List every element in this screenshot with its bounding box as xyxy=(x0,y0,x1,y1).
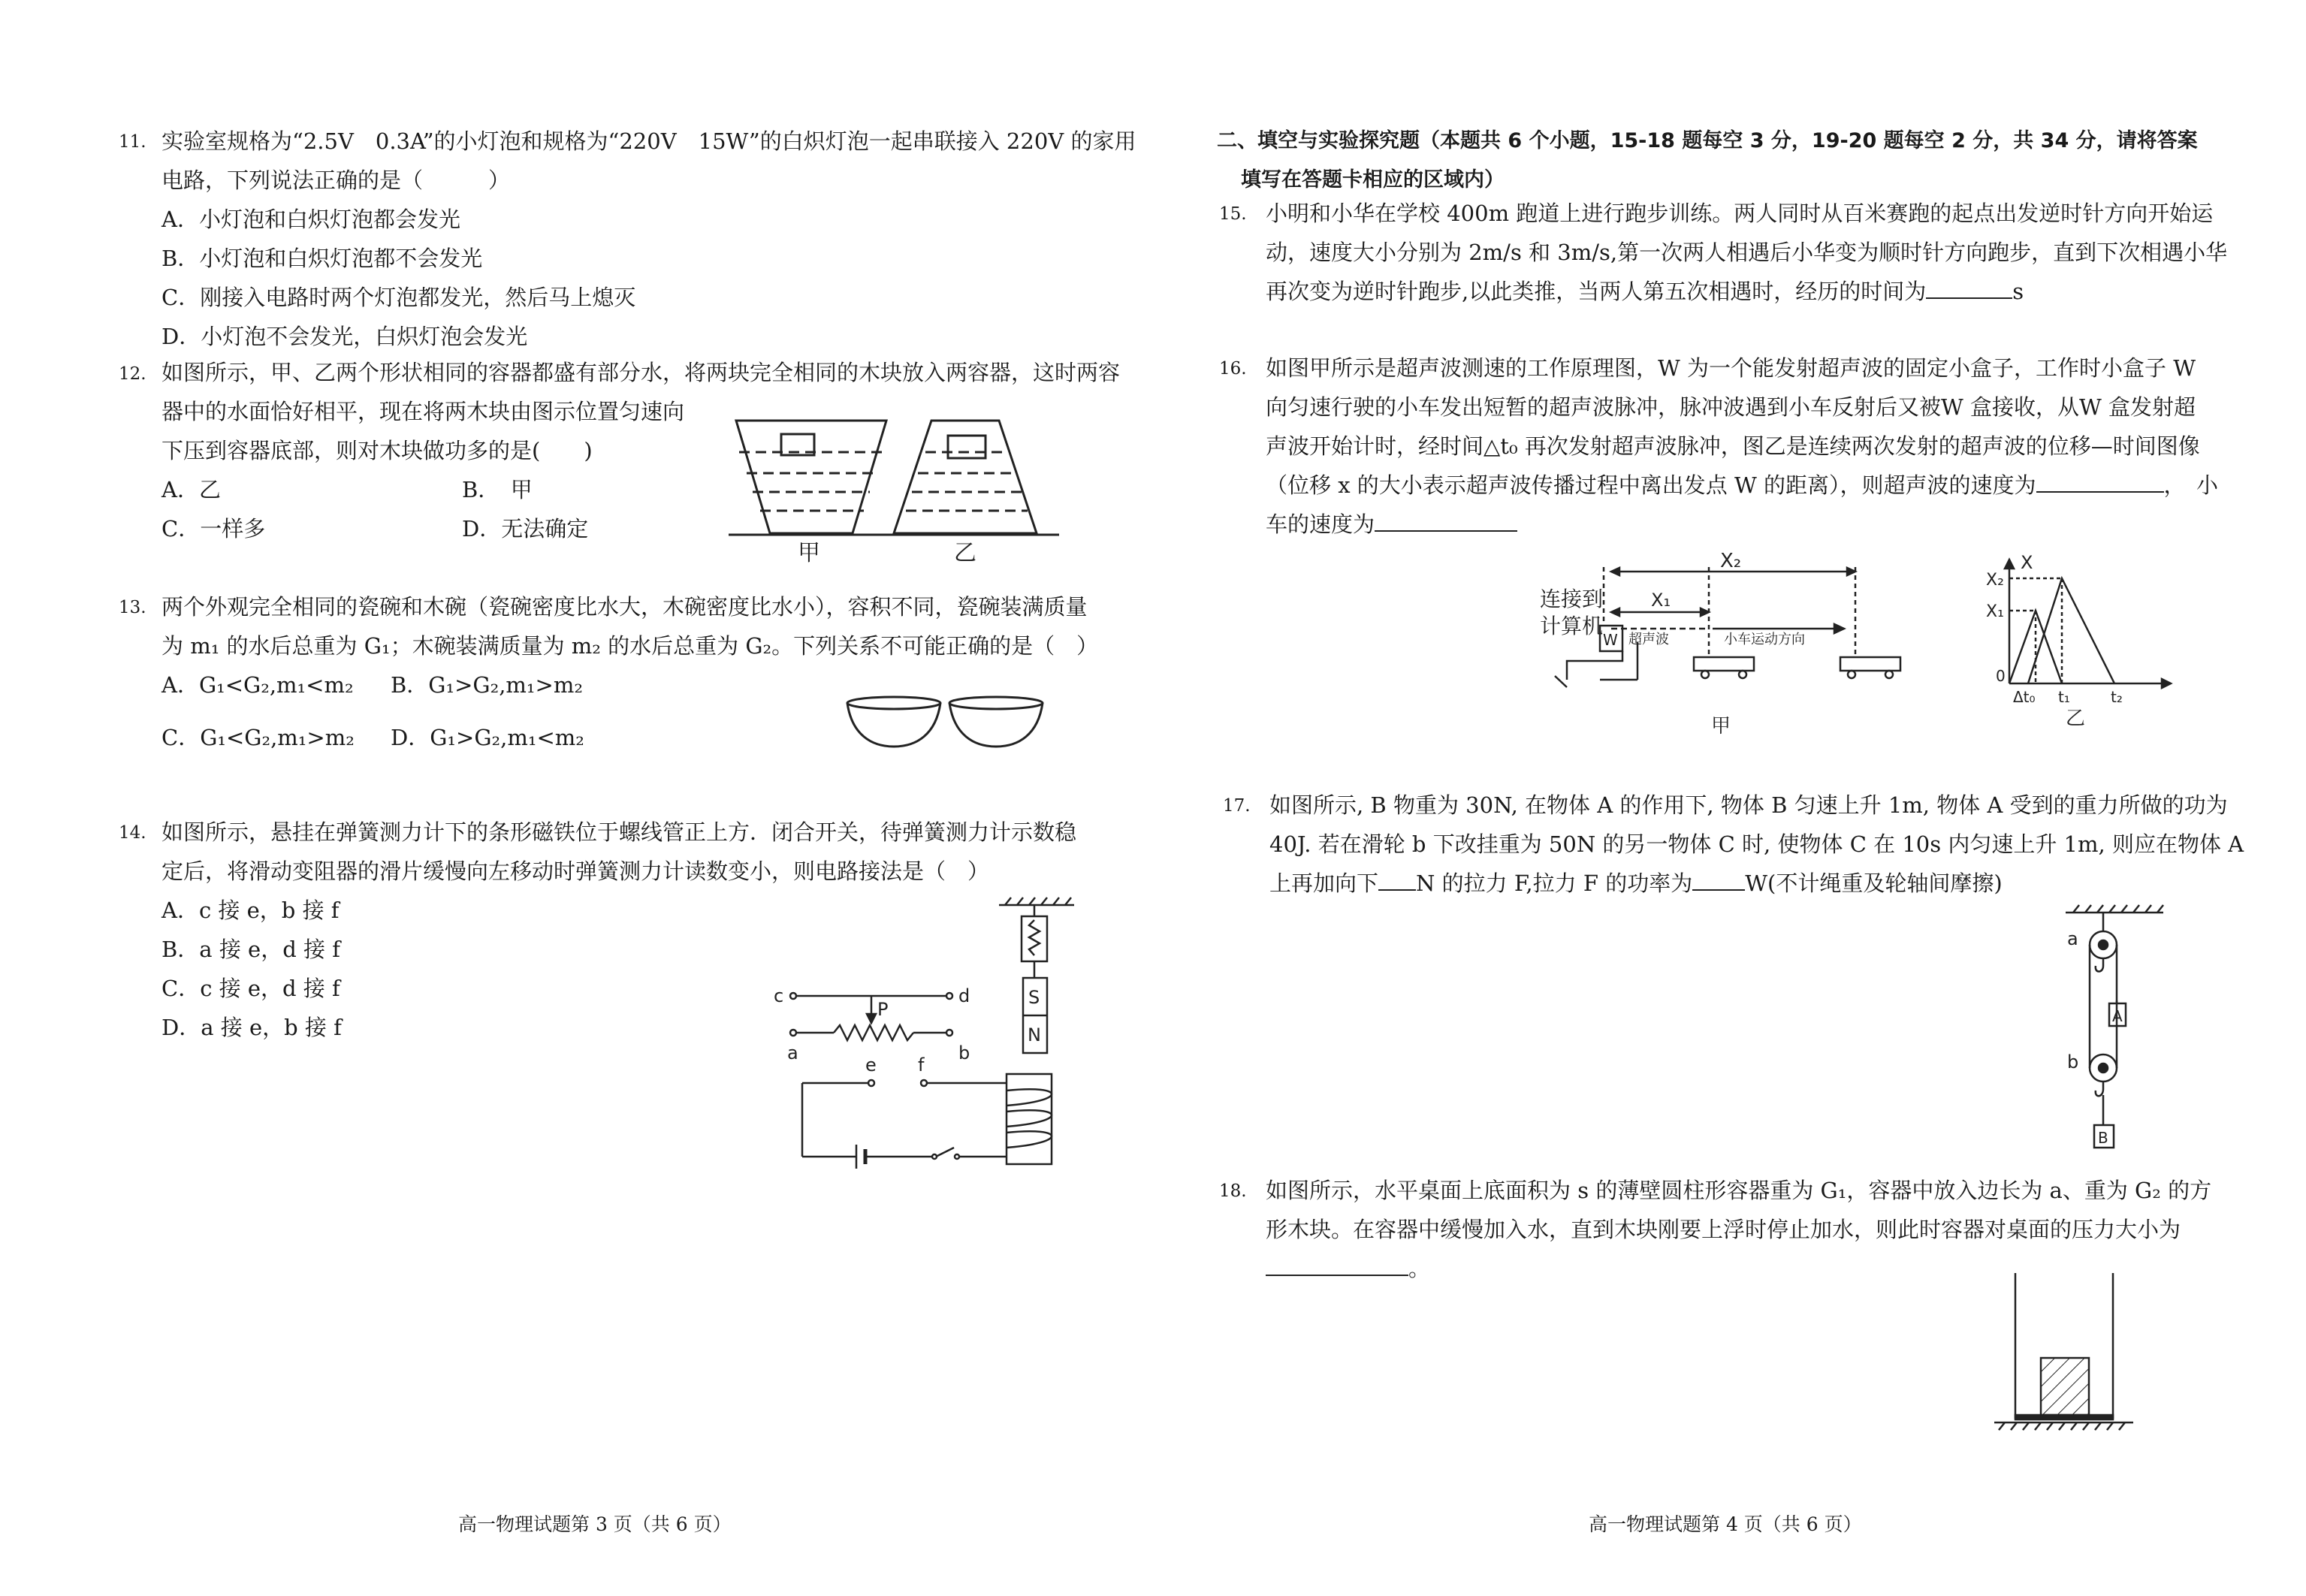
q16-car-speed-blank xyxy=(1375,509,1517,532)
q16-ultrasonic-figure xyxy=(1540,552,2261,740)
q17-force-blank xyxy=(1378,868,1416,891)
section-line-1: 二、填空与实验探究题（本题共 6 个小题，15-18 题每空 3 分，19-20 题每空 2 分，共 34 分，请将答案 xyxy=(1217,129,2198,152)
q17-line-2: 40J. 若在滑轮 b 下改挂重为 50N 的另一物体 C 时, 使物体 C 在 10s 内匀速上升 1m, 则应在物体 A xyxy=(1269,831,2244,857)
q13-line-1: 两个外观完全相同的瓷碗和木碗（瓷碗密度比水大，木碗密度比水小），容积不同，瓷碗装满质量 xyxy=(161,594,1088,620)
q17-power-blank xyxy=(1692,868,1745,891)
q16-graph-t1-label: t₁ xyxy=(2058,688,2070,706)
q16-label-w: W xyxy=(1603,631,1618,649)
q12-label-jia: 甲 xyxy=(798,540,820,563)
section-two-heading xyxy=(1217,122,2198,200)
q16-label-car-direction: 小车运动方向 xyxy=(1724,632,1805,647)
q16-line-3: 声波开始计时，经时间△t₀ 再次发射超声波脉冲，图乙是连续两次发射的超声波的位移—时间图像 xyxy=(1266,433,2200,459)
q14-label-s: S xyxy=(1028,987,1040,1008)
q14-label-p: P xyxy=(877,999,889,1020)
q11-option-a: A．小灯泡和白炽灯泡都会发光 xyxy=(161,207,460,232)
q11-line-1: 实验室规格为“2.5V 0.3A”的小灯泡和规格为“220V 15W”的白炽灯泡一起串联接入 220V 的家用 xyxy=(161,128,1136,154)
q14-number: 14. xyxy=(119,823,146,843)
q16-graph-origin-label: 0 xyxy=(1996,667,2006,685)
q12-option-d: D．无法确定 xyxy=(462,516,589,542)
q16-label-computer-2: 计算机 xyxy=(1540,614,1604,638)
q14-option-a: A．c 接 e，b 接 f xyxy=(161,898,340,923)
q16-line-5: 车的速度为 xyxy=(1266,505,2218,544)
q13-option-a: A．G₁<G₂,m₁<m₂ xyxy=(161,672,354,698)
q14-label-b: b xyxy=(958,1042,970,1063)
q17-label-block-b: B xyxy=(2098,1129,2108,1147)
q15-line-2: 动，速度大小分别为 2m/s 和 3m/s,第一次两人相遇后小华变为顺时针方向跑步，直到下次相遇小华 xyxy=(1266,240,2228,265)
question-16 xyxy=(1266,348,2218,544)
q14-label-f: f xyxy=(918,1054,925,1076)
q16-wave-speed-blank xyxy=(2036,470,2164,493)
q12-option-c: C．一样多 xyxy=(161,516,266,542)
q17-label-pulley-a: a xyxy=(2067,928,2078,949)
q16-graph-t2-label: t₂ xyxy=(2111,688,2123,706)
q12-line-2: 器中的水面恰好相平，现在将两木块由图示位置匀速向 xyxy=(161,399,685,424)
q15-line-3: 再次变为逆时针跑步,以此类推，当两人第五次相遇时，经历的时间为 s xyxy=(1266,272,2227,311)
q16-graph-x2-label: X₂ xyxy=(1986,571,2004,590)
q15-answer-blank xyxy=(1926,276,2012,299)
q11-line-2: 电路，下列说法正确的是（ ） xyxy=(161,167,511,193)
q13-bowls-figure xyxy=(841,691,1052,751)
q12-option-a: A．乙 xyxy=(161,477,221,502)
q11-option-d: D．小灯泡不会发光，白炽灯泡会发光 xyxy=(161,324,528,349)
q15-number: 15. xyxy=(1219,204,1247,224)
q14-label-e: e xyxy=(865,1054,877,1076)
q16-number: 16. xyxy=(1219,359,1247,379)
q13-line-2: 为 m₁ 的水后总重为 G₁；木碗装满质量为 m₂ 的水后总重为 G₂。下列关系不可能正确的是（ ） xyxy=(161,633,1099,659)
q16-line-1: 如图甲所示是超声波测速的工作原理图，W 为一个能发射超声波的固定小盒子，工作时小盒子 W xyxy=(1266,355,2196,381)
q13-number: 13. xyxy=(119,598,146,617)
q14-label-c: c xyxy=(774,985,784,1006)
q17-line-3: 上再加向下 N 的拉力 F,拉力 F 的功率为 W(不计绳重及轮轴间摩擦) xyxy=(1269,864,2244,903)
q14-label-a: a xyxy=(787,1042,798,1063)
q18-line-2: 形木块。在容器中缓慢加入水，直到木块刚要上浮时停止加水，则此时容器对桌面的压力大小为 xyxy=(1266,1217,2181,1242)
q16-line-2: 向匀速行驶的小车发出短暂的超声波脉冲，脉冲波遇到小车反射后又被W 盒接收，从W 盒发射超 xyxy=(1266,394,2196,420)
q14-circuit-figure xyxy=(766,894,1082,1172)
q17-label-block-a: A xyxy=(2112,1007,2123,1025)
q12-number: 12. xyxy=(119,364,146,384)
q14-label-n: N xyxy=(1028,1024,1041,1045)
q18-line-1: 如图所示，水平桌面上底面积为 s 的薄壁圆柱形容器重为 G₁，容器中放入边长为 a、重为 G₂ 的方 xyxy=(1266,1178,2212,1203)
q18-container-figure xyxy=(1994,1269,2137,1442)
q13-option-c: C．G₁<G₂,m₁>m₂ xyxy=(161,725,355,750)
q14-line-2: 定后，将滑动变阻器的滑片缓慢向左移动时弹簧测力计读数变小，则电路接法是（ ） xyxy=(161,858,990,884)
q16-label-x2: X₂ xyxy=(1720,552,1742,572)
q12-label-yi: 乙 xyxy=(954,540,976,563)
q16-label-computer-1: 连接到 xyxy=(1540,587,1604,611)
q18-line-3: 。 xyxy=(1266,1249,2211,1288)
q17-label-pulley-b: b xyxy=(2067,1051,2079,1073)
q12-line-1: 如图所示，甲、乙两个形状相同的容器都盛有部分水，将两块完全相同的木块放入两容器，这时两容 xyxy=(161,360,1121,385)
q16-label-ultrasonic: 超声波 xyxy=(1628,632,1669,647)
q14-line-1: 如图所示，悬挂在弹簧测力计下的条形磁铁位于螺线管正上方．闭合开关，待弹簧测力计示数稳 xyxy=(161,819,1077,845)
right-page xyxy=(1153,0,2306,1596)
q16-graph-dt0-label: Δt₀ xyxy=(2013,688,2036,706)
q14-option-c: C．c 接 e，d 接 f xyxy=(161,976,340,1001)
q17-pulley-figure xyxy=(2051,901,2171,1153)
q14-option-d: D．a 接 e，b 接 f xyxy=(161,1015,342,1040)
right-page-footer: 高一物理试题第 4 页（共 6 页） xyxy=(1589,1513,1862,1535)
q16-line-4: （位移 x 的大小表示超声波传播过程中离出发点 W 的距离），则超声波的速度为 ， 小 xyxy=(1266,466,2218,505)
q16-graph-x-axis-label: X xyxy=(2021,552,2033,573)
q14-option-b: B．a 接 e，d 接 f xyxy=(161,937,340,962)
q16-label-yi: 乙 xyxy=(2066,707,2086,730)
q12-line-3: 下压到容器底部，则对木块做功多的是( ) xyxy=(161,438,593,463)
q13-option-b: B．G₁>G₂,m₁>m₂ xyxy=(391,672,583,698)
q16-label-jia: 甲 xyxy=(1711,715,1731,738)
q17-number: 17. xyxy=(1223,796,1251,816)
q11-option-b: B．小灯泡和白炽灯泡都不会发光 xyxy=(161,246,483,271)
left-page-footer: 高一物理试题第 3 页（共 6 页） xyxy=(458,1513,732,1535)
q14-label-d: d xyxy=(958,985,970,1006)
q12-containers-figure xyxy=(729,406,1074,563)
q18-answer-blank xyxy=(1266,1254,1408,1276)
q16-label-x1: X₁ xyxy=(1651,590,1671,611)
q12-option-b: B． 甲 xyxy=(462,477,533,502)
question-17 xyxy=(1269,786,2244,903)
q13-option-d: D．G₁>G₂,m₁<m₂ xyxy=(391,725,584,750)
q18-number: 18. xyxy=(1219,1181,1247,1201)
q11-option-c: C．刚接入电路时两个灯泡都发光，然后马上熄灭 xyxy=(161,285,636,310)
q16-graph-x1-label: X₁ xyxy=(1986,602,2004,621)
question-15 xyxy=(1266,194,2227,311)
question-11 xyxy=(161,122,1136,356)
section-line-2: 填写在答题卡相应的区域内） xyxy=(1241,168,1505,192)
q11-number: 11. xyxy=(119,132,146,152)
q17-line-1: 如图所示, B 物重为 30N, 在物体 A 的作用下, 物体 B 匀速上升 1m, 物体 A 受到的重力所做的功为 xyxy=(1269,792,2228,818)
q15-line-1: 小明和小华在学校 400m 跑道上进行跑步训练。两人同时从百米赛跑的起点出发逆时针方向开始运 xyxy=(1266,201,2214,226)
